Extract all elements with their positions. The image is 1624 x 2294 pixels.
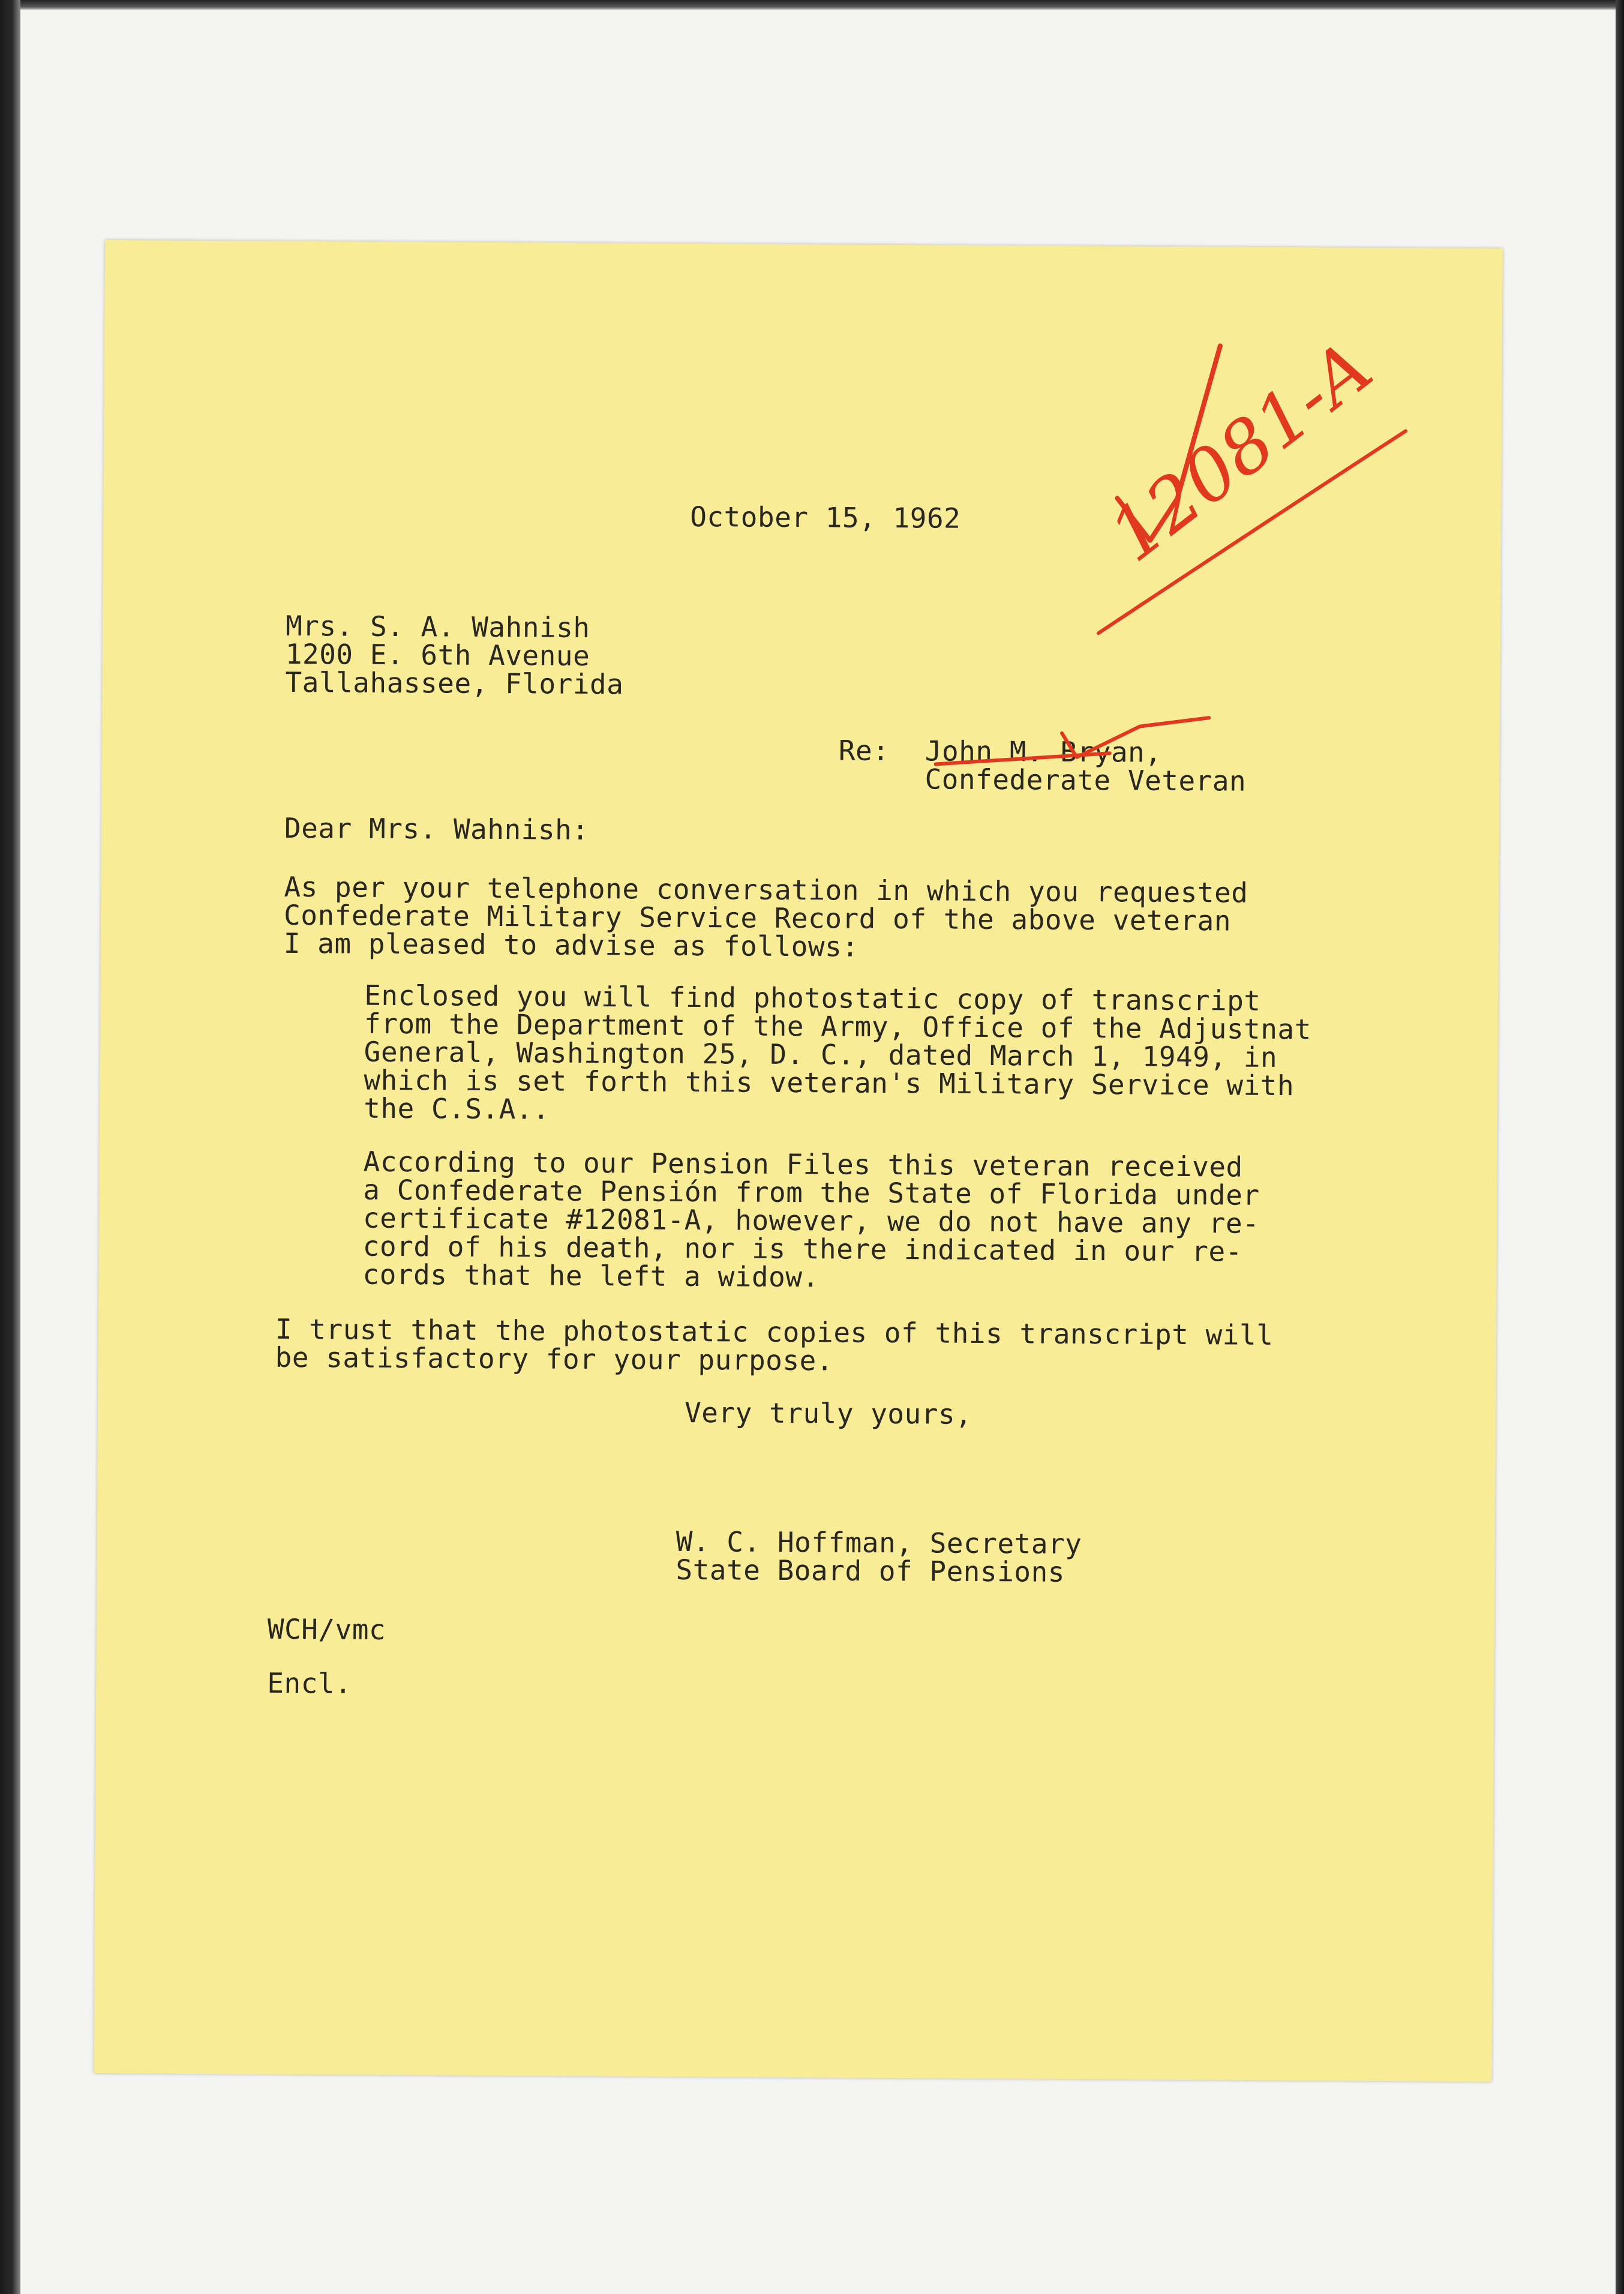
re-subject: Confederate Veteran (924, 763, 1247, 797)
paragraph-line: from the Department of the Army, Office of the Adjustnat (364, 1007, 1312, 1046)
paragraph-line: As per your telephone conversation in which you requested (284, 870, 1248, 909)
paragraph-line: cord of his death, nor is there indicated in our re- (362, 1230, 1243, 1268)
re-label: Re: (838, 734, 890, 767)
scan-edge-top (0, 0, 1624, 10)
closing: Very truly yours, (684, 1396, 972, 1431)
red-checkmark (1117, 345, 1220, 541)
enclosure-note: Encl. (267, 1666, 352, 1700)
paragraph-line: cords that he left a widow. (362, 1258, 819, 1294)
paragraph-line: I trust that the photostatic copies of this transcript will (275, 1312, 1274, 1351)
paragraph-line: the C.S.A.. (364, 1091, 550, 1126)
letter-page (94, 240, 1503, 2082)
scan-edge-right (1616, 0, 1624, 2294)
paragraph-line: which is set forth this veteran's Military Service with (364, 1063, 1295, 1102)
recipient-name: Mrs. S. A. Wahnish (285, 609, 590, 644)
scan-edge-left (0, 0, 20, 2294)
paragraph-line: I am pleased to advise as follows: (283, 926, 859, 963)
paragraph-line: According to our Pension Files this veteran received (363, 1145, 1243, 1183)
paragraph-line: Confederate Military Service Record of the above veteran (283, 898, 1232, 937)
recipient-city: Tallahassee, Florida (285, 665, 624, 701)
signer-title: State Board of Pensions (676, 1553, 1065, 1588)
typist-initials: WCH/vmc (267, 1612, 386, 1646)
signer-name: W. C. Hoffman, Secretary (676, 1525, 1082, 1560)
salutation: Dear Mrs. Wahnish: (284, 811, 589, 846)
paragraph-line: be satisfactory for your purpose. (275, 1341, 834, 1377)
letter-date: October 15, 1962 (690, 500, 961, 535)
paragraph-line: certificate #12081-A, however, we do not have any re- (362, 1201, 1260, 1240)
paragraph-line: Enclosed you will find photostatic copy of transcript (364, 979, 1261, 1017)
handwritten-certificate-number: 12081-A (1094, 325, 1388, 578)
recipient-street: 1200 E. 6th Avenue (285, 637, 590, 672)
paragraph-line: a Confederate Pensión from the State of Florida under (363, 1173, 1260, 1212)
re-name: John M. Bryan, (924, 734, 1162, 769)
red-underline-stroke (1098, 429, 1406, 635)
paragraph-line: General, Washington 25, D. C., dated March 1, 1949, in (364, 1035, 1278, 1073)
